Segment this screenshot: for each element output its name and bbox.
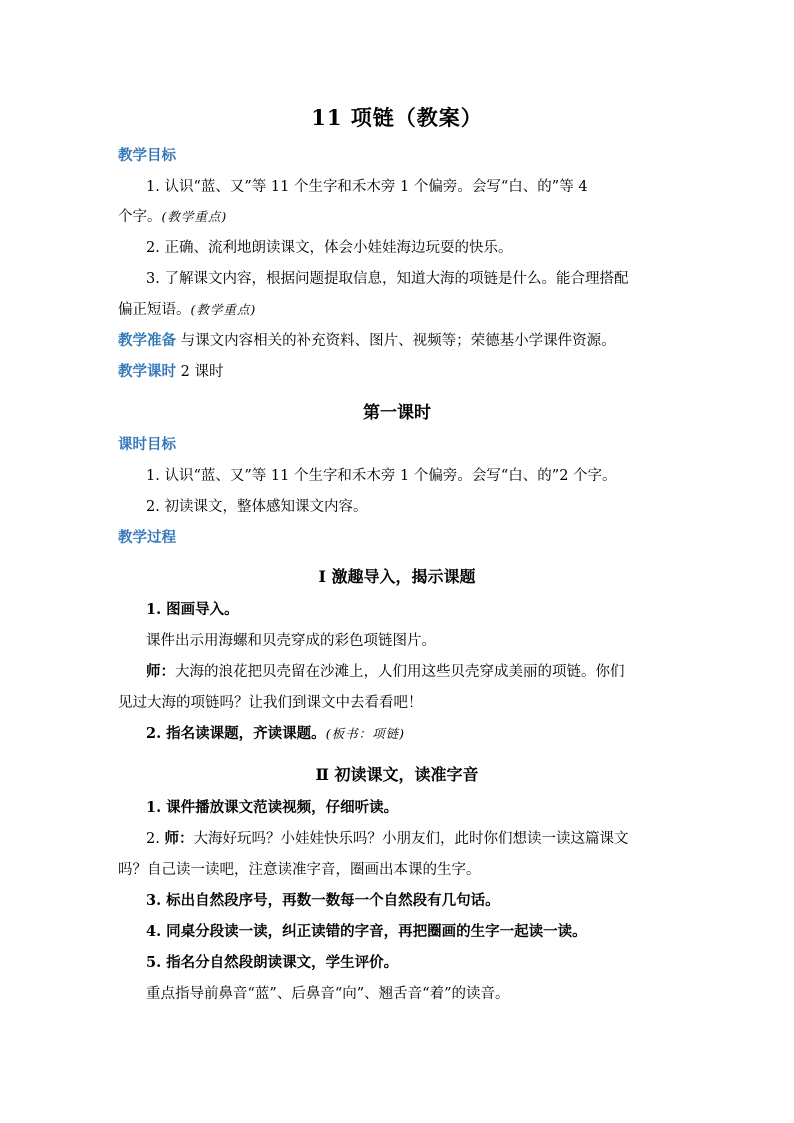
part2-step-5: 5. 指名分自然段朗读课文，学生评价。 <box>146 954 399 971</box>
teacher-text: 大海的浪花把贝壳留在沙滩上，人们用这些贝壳穿成美丽的项链。你们 <box>175 664 625 680</box>
part1-teacher-line-cont: 见过大海的项链吗？让我们到课文中去看看吧！ <box>118 695 423 711</box>
part1-step-2 <box>146 724 678 744</box>
section-label: 教学准备 <box>118 332 176 349</box>
part2-heading: Ⅱ 初读课文，读准字音 <box>315 765 479 784</box>
part1-step-1-text: 课件出示用海螺和贝壳穿成的彩色项链图片。 <box>146 633 436 649</box>
section-label: 教学目标 <box>118 147 176 164</box>
goals-label <box>118 146 678 166</box>
goal-item-3-cont <box>118 300 678 320</box>
section-label: 教学过程 <box>118 529 176 546</box>
goal-item-1: 1. 认识“蓝、又”等 11 个生字和禾木旁 1 个偏旁。会写“白、的”等 4 <box>146 179 588 195</box>
part2-step-2-cont: 吗？自己读一读吧，注意读准字音，圈画出本课的生字。 <box>118 862 481 878</box>
process-label <box>118 528 678 548</box>
lesson-goals-label <box>118 435 678 455</box>
part1-heading: Ⅰ 激趣导入，揭示课题 <box>318 567 476 586</box>
document-title: 11 项链（教案） <box>311 105 483 130</box>
part2-step-1: 1. 课件播放课文范读视频，仔细听读。 <box>146 799 399 816</box>
key-point-note: (教学重点) <box>161 209 228 224</box>
step-text: 2. 指名读课题，齐读课题。 <box>146 725 326 742</box>
part2-step-3: 3. 标出自然段序号，再数一数每一个自然段有几句话。 <box>146 892 500 909</box>
goal-item-2: 2. 正确、流利地朗读课文，体会小娃娃海边玩耍的快乐。 <box>146 240 513 256</box>
step-text: 大海好玩吗？小娃娃快乐吗？小朋友们，此时你们想读一读这篇课文 <box>193 831 629 847</box>
teacher-label: 师： <box>164 830 194 847</box>
prep-text: 与课文内容相关的补充资料、图片、视频等；荣德基小学课件资源。 <box>176 333 616 349</box>
part2-step-2 <box>146 829 678 849</box>
goal-text: 偏正短语。 <box>118 302 191 318</box>
prep-line <box>118 331 678 351</box>
section-label: 课时目标 <box>118 436 176 453</box>
hours-line <box>118 362 678 382</box>
hours-text: 2 课时 <box>176 364 224 380</box>
goal-item-1-cont <box>118 207 678 227</box>
lesson-heading: 第一课时 <box>363 403 431 423</box>
goal-text: 个字。 <box>118 209 162 225</box>
lesson-goal-1: 1. 认识“蓝、又”等 11 个生字和禾木旁 1 个偏旁。会写“白、的”2 个字。 <box>146 468 617 484</box>
goal-item-3: 3. 了解课文内容，根据问题提取信息，知道大海的项链是什么。能合理搭配 <box>146 271 629 287</box>
part2-step-4: 4. 同桌分段读一读，纠正读错的字音，再把圈画的生字一起读一读。 <box>146 923 587 940</box>
part2-step-5-text: 重点指导前鼻音“蓝”、后鼻音“向”、翘舌音“着”的读音。 <box>146 986 510 1002</box>
key-point-note: (教学重点) <box>190 302 257 317</box>
section-label: 教学课时 <box>118 363 176 380</box>
board-note: (板书：项链) <box>325 726 405 741</box>
teacher-label: 师： <box>146 663 175 680</box>
step-number: 2. <box>146 831 165 847</box>
lesson-goal-2: 2. 初读课文，整体感知课文内容。 <box>146 499 368 515</box>
part1-teacher-line <box>146 662 678 682</box>
part1-step-1: 1. 图画导入。 <box>146 601 239 618</box>
